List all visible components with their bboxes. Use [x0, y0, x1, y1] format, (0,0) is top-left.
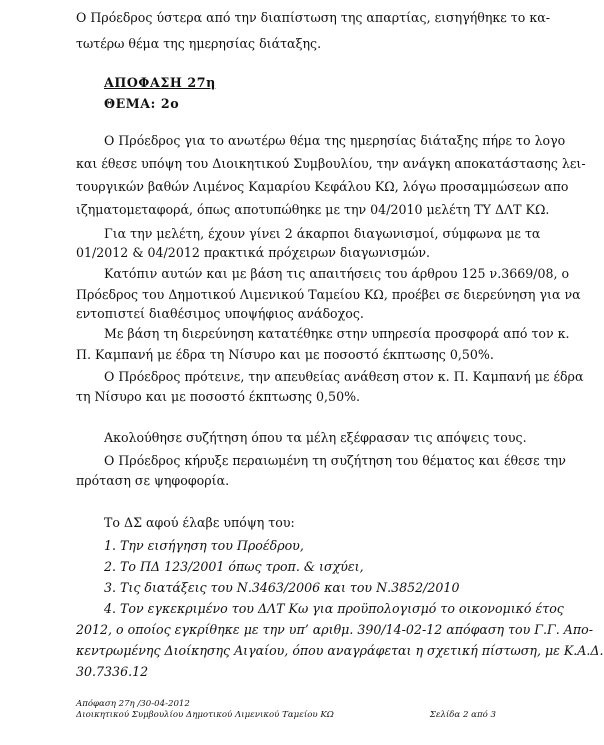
paragraph-line: Πρόεδρος του Δημοτικού Λιμενικού Ταμείου ΚΩ, προέβει σε διερεύνηση για να	[76, 287, 581, 302]
paragraph-line: Π. Καμπανή με έδρα τη Νίσυρο και με ποσοστό έκπτωσης 0,50%.	[76, 347, 494, 362]
paragraph-line: Για την μελέτη, έχουν γίνει 2 άκαρποι διαγωνισμοί, σύμφωνα με τα	[104, 226, 541, 241]
decision-heading: ΑΠΟΦΑΣΗ 27η	[104, 75, 216, 90]
paragraph-line: Ο Πρόεδρος πρότεινε, την απευθείας ανάθεση στον κ. Π. Καμπανή με έδρα	[104, 369, 584, 384]
paragraph-line: τη Νίσυρο και με ποσοστό έκπτωσης 0,50%.	[76, 389, 361, 404]
paragraph-line: Κατόπιν αυτών και με βάση τις απαιτήσεις του άρθρου 125 ν.3669/08, ο	[104, 266, 570, 281]
paragraph-line: Ο Πρόεδρος για το ανωτέρω θέμα της ημερησίας διάταξης πήρε το λογο	[104, 133, 566, 148]
paragraph-line: Ακολούθησε συζήτηση όπου τα μέλη εξέφρασαν τις απόψεις τους.	[104, 430, 527, 445]
intro-line: τωτέρω θέμα της ημερησίας διάταξης.	[76, 36, 322, 51]
consideration-item-line: κεντρωμένης Διοίκησης Αιγαίου, όπου αναγράφεται η σχετική πίστωση, με Κ.Α.Δ.	[76, 643, 604, 658]
paragraph-line: εντοπιστεί διαθέσιμος υποψήφιος ανάδοχος.	[76, 306, 364, 321]
paragraph-line: τουργικών βαθών Λιμένος Καμαρίου Κεφάλου ΚΩ, λόγω προσαμμώσεων απο	[76, 179, 569, 194]
consideration-item: 1. Την εισήγηση του Προέδρου,	[104, 538, 304, 553]
footer-decision-ref: Απόφαση 27η /30-04-2012	[76, 699, 190, 709]
considerations-intro: Το ΔΣ αφού έλαβε υπόψη του:	[104, 515, 295, 530]
consideration-item: 2. Το ΠΔ 123/2001 όπως τροπ. & ισχύει,	[104, 559, 364, 574]
consideration-item: 3. Τις διατάξεις του Ν.3463/2006 και του Ν.3852/2010	[104, 580, 460, 595]
consideration-item-line: 2012, ο οποίος εγκρίθηκε με την υπ’ αριθμ. 390/14-02-12 απόφαση του Γ.Γ. Απο-	[76, 622, 593, 637]
paragraph-line: και έθεσε υπόψη του Διοικητικού Συμβουλίου, την ανάγκη αποκατάστασης λει-	[76, 156, 586, 171]
subject-heading: ΘΕΜΑ: 2ο	[104, 96, 180, 111]
footer-board-name: Διοικητικού Συμβουλίου Δημοτικού Λιμενικού Ταμείου ΚΩ	[76, 710, 334, 720]
paragraph-line: Ο Πρόεδρος κήρυξε περαιωμένη τη συζήτηση του θέματος και έθεσε την	[104, 453, 566, 468]
paragraph-line: 01/2012 & 04/2012 πρακτικά πρόχειρων διαγωνισμών.	[76, 245, 431, 260]
paragraph-line: Με βάση τη διερεύνηση κατατέθηκε στην υπηρεσία προσφορά από τον κ.	[104, 326, 570, 341]
paragraph-line: πρόταση σε ψηφοφορία.	[76, 473, 230, 488]
footer-page-number: Σελίδα 2 από 3	[429, 710, 496, 720]
intro-line: Ο Πρόεδρος ύστερα από την διαπίστωση της απαρτίας, εισηγήθηκε το κα-	[76, 10, 550, 25]
paragraph-line: ιζηματομεταφορά, όπως αποτυπώθηκε με την 04/2010 μελέτη ΤΥ ΔΛΤ ΚΩ.	[76, 202, 550, 217]
consideration-item-line: 30.7336.12	[76, 664, 149, 679]
consideration-item: 4. Τον εγκεκριμένο του ΔΛΤ Κω για προϋπολογισμό το οικονομικό έτος	[104, 601, 564, 616]
